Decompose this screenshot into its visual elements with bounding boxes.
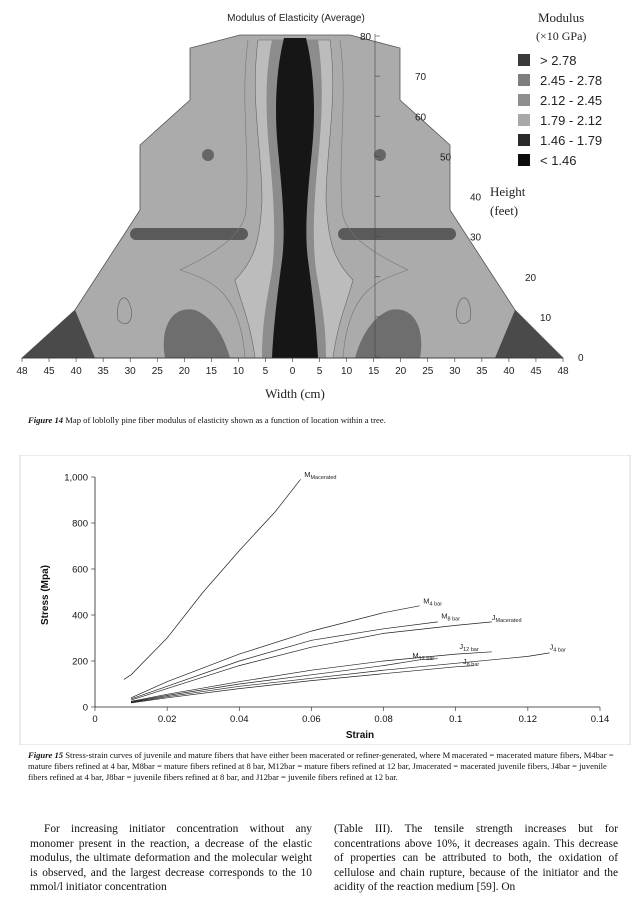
width-tick-label: 20 <box>395 366 407 377</box>
width-tick-label: 10 <box>341 366 353 377</box>
chart-series-labels <box>304 470 566 668</box>
width-tick-label: 45 <box>43 366 55 377</box>
figure15-caption <box>28 750 618 783</box>
width-tick-label: 20 <box>178 366 190 377</box>
width-tick-label: 15 <box>368 366 380 377</box>
chart-y-tick-label: 600 <box>72 564 88 576</box>
legend-swatch <box>518 114 530 126</box>
height-label-line1: Height <box>490 184 526 199</box>
body-right-column: (Table III). The tensile strength increases but for concentrations above 10%, it decreases again. This decrease of properties can be attributed to both, the oxidation of cellulose and chain rupture, because of the initiator and the acidity of the reaction medium [59]. On <box>334 823 618 894</box>
series-line <box>131 622 492 700</box>
width-tick-label: 30 <box>124 366 136 377</box>
legend-label: < 1.46 <box>540 153 577 168</box>
width-axis-label: Width (cm) <box>265 386 325 401</box>
legend-label: 1.46 - 1.79 <box>540 133 603 148</box>
series-line <box>131 666 474 703</box>
figure15-caption-text: Stress-strain curves of juvenile and mature fibers that have either been macerated or refiner-generated, where M macerated = macerated mature fibers, M4bar = mature fibers refined at 4 bar, M8bar = mature fibers refined at 8 bar, M12bar = mature fibers refined at 12 bar, Jmacerated = macerated juvenile fibers, J4bar = juvenile fibers refined at 4 bar, J8bar = juvenile fibers refined at 8 bar, and J12bar = juvenile fibers refined at 12 bar. <box>28 750 614 782</box>
chart-y-tick-label: 400 <box>72 610 88 622</box>
height-tick-label: 80 <box>360 32 372 43</box>
chart-frame <box>20 455 630 745</box>
series-label: $J_{4 bar}$ <box>549 642 566 654</box>
map-title: Modulus of Elasticity (Average) <box>227 13 365 24</box>
width-tick-label: 45 <box>530 366 542 377</box>
legend-swatch <box>518 134 530 146</box>
chart-x-tick-label: 0.06 <box>302 714 321 725</box>
series-label: $M_{4 bar}$ <box>423 596 443 608</box>
figure14-caption-label: Figure 14 <box>28 415 64 425</box>
series-label: $J_{8 bar}$ <box>462 656 480 668</box>
region-band-30ft-left <box>130 228 248 240</box>
height-tick-label: 60 <box>415 112 427 124</box>
region-dot-right <box>374 149 386 161</box>
width-tick-label: 15 <box>205 366 217 377</box>
width-tick-label: 35 <box>97 366 109 377</box>
chart-x-tick-label: 0.1 <box>449 714 463 725</box>
figure14-caption-text: Map of loblolly pine fiber modulus of elasticity shown as a function of location within a tree. <box>65 415 386 425</box>
legend-swatch <box>518 74 530 86</box>
width-tick-label: 35 <box>476 366 488 377</box>
chart-ylabel: Stress (Mpa) <box>40 564 51 626</box>
legend <box>518 53 602 168</box>
chart-y-tick-label: 0 <box>82 702 88 714</box>
stress-strain-chart <box>0 455 640 745</box>
legend-title: Modulus <box>538 10 585 25</box>
chart-x-tick-label: 0.08 <box>374 714 393 725</box>
height-tick-label: 20 <box>525 272 537 284</box>
figure15-caption-label: Figure 15 <box>28 750 64 760</box>
height-label-line2: (feet) <box>490 203 519 218</box>
width-tick-label: 0 <box>289 366 296 377</box>
height-tick-label: 70 <box>415 72 427 84</box>
width-tick-label: 48 <box>16 366 28 377</box>
legend-label: > 2.78 <box>540 53 577 68</box>
legend-label: 2.45 - 2.78 <box>540 73 603 88</box>
chart-y-tick-label: 800 <box>72 518 88 530</box>
legend-swatch <box>518 154 530 166</box>
legend-label: 2.12 - 2.45 <box>540 93 603 108</box>
width-tick-label: 25 <box>151 366 163 377</box>
width-tick-label: 10 <box>232 366 244 377</box>
height-tick-label: 0 <box>578 353 584 364</box>
series-label: $M_{8 bar}$ <box>441 611 461 623</box>
width-tick-label: 25 <box>422 366 434 377</box>
width-tick-label: 5 <box>316 366 323 377</box>
width-tick-label: 5 <box>262 366 269 377</box>
height-tick-label: 40 <box>470 192 482 204</box>
chart-x-tick-label: 0.04 <box>230 714 249 725</box>
chart-axes <box>64 473 609 726</box>
series-label: $J_{Macerated}$ <box>491 613 522 625</box>
chart-y-tick-label: 200 <box>72 656 88 668</box>
series-label: $M_{Macerated}$ <box>304 470 337 481</box>
moe-map-figure <box>0 0 640 410</box>
region-band-30ft-right <box>338 228 456 240</box>
series-label: $M_{12 bar}$ <box>412 651 435 663</box>
chart-x-tick-label: 0.14 <box>590 714 610 725</box>
width-tick-group <box>16 358 569 377</box>
chart-x-tick-label: 0.12 <box>518 714 538 725</box>
figure14-caption <box>28 415 618 426</box>
height-tick-label: 50 <box>440 152 452 164</box>
width-tick-label: 48 <box>557 366 569 377</box>
chart-x-tick-label: 0 <box>92 714 98 725</box>
width-tick-label: 40 <box>503 366 515 377</box>
legend-unit: (×10 GPa) <box>536 29 587 43</box>
legend-swatch <box>518 54 530 66</box>
width-tick-label: 40 <box>70 366 82 377</box>
chart-xlabel: Strain <box>345 730 375 741</box>
height-tick-label: 30 <box>470 232 482 244</box>
legend-swatch <box>518 94 530 106</box>
region-dot-left <box>202 149 214 161</box>
height-tick-label: 10 <box>540 312 552 324</box>
series-label: $J_{12 bar}$ <box>459 642 479 654</box>
width-tick-label: 30 <box>449 366 461 377</box>
chart-x-tick-label: 0.02 <box>157 714 177 725</box>
series-line <box>124 479 301 679</box>
chart-y-tick-label: 1,000 <box>64 472 88 484</box>
legend-label: 1.79 - 2.12 <box>540 113 603 128</box>
chart-series-group <box>124 479 550 703</box>
body-left-column: For increasing initiator concentration without any monomer present in the reaction, a decrease of the elastic modulus, the ultimate deformation and the molecular weight is observed, and the largest decrease corresponds to the 10 mmol/l initiator concentration <box>30 823 312 894</box>
